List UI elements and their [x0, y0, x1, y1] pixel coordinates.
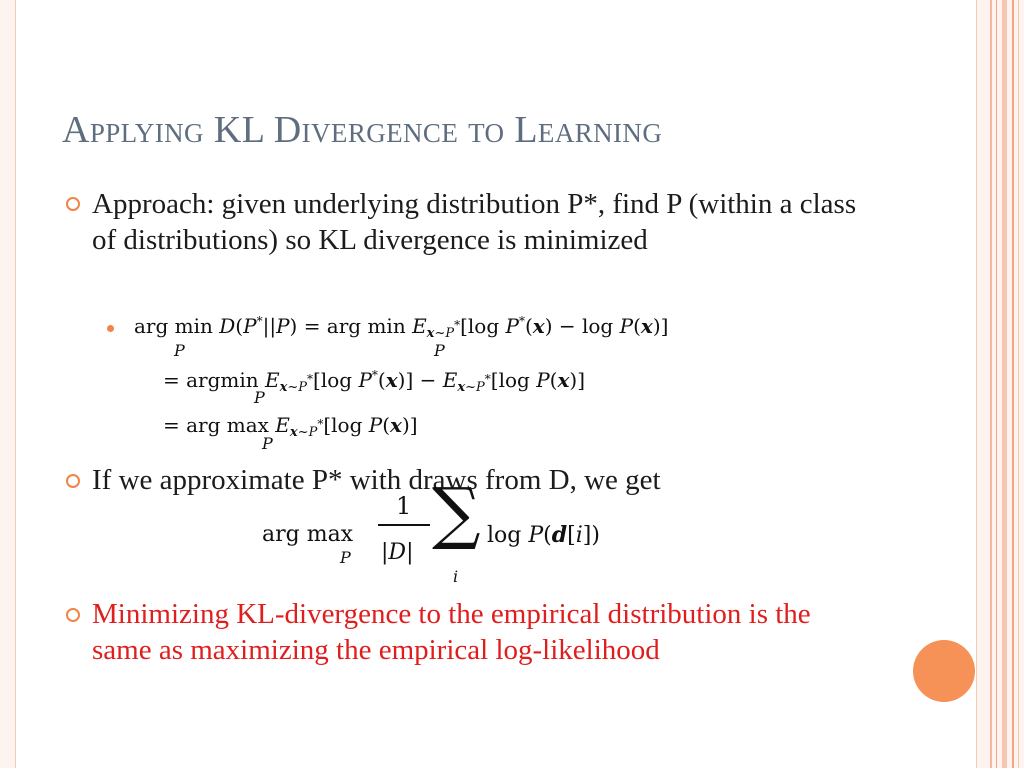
argmax-subscript: P [340, 548, 351, 567]
fraction-bar [378, 524, 430, 526]
slide-title: Applying KL Divergence to Learning [62, 109, 663, 151]
equation-line-3: = arg $\max E_{x\sim P^*}[\log$ P(x)] [163, 413, 418, 440]
fraction-denominator: |D| [381, 540, 414, 565]
bullet-marker-icon [66, 197, 80, 211]
decorative-stripe [1018, 0, 1019, 768]
equation-line-2: = argmin $E_{x\sim P^*}[\log$ $P^*(x)] - E_{x\sim P^*}[\log$ P(x)] [163, 368, 586, 395]
decorative-circle [913, 640, 975, 702]
argmax-subscript: P [262, 434, 273, 453]
argmin-subscript: P [434, 341, 445, 360]
fraction-numerator: 1 [396, 492, 412, 520]
bullet-marker-icon [66, 608, 80, 622]
bullet-approximation: If we approximate P* with draws from D, we get [92, 464, 661, 496]
sub-bullet-marker-icon [107, 325, 114, 332]
bullet-approach: Approach: given underlying distribution P*, find P (within a class of distributions) so KL divergence is minimized [92, 188, 857, 256]
display-equation-log-term: log P(d[i]) [487, 522, 600, 548]
decorative-stripe [1012, 0, 1014, 768]
bullet-marker-icon [66, 474, 80, 488]
decorative-stripe [1002, 0, 1007, 768]
summation-icon: ∑ [432, 474, 481, 553]
argmin-subscript: P [254, 388, 265, 407]
display-equation-argmax: arg max [262, 522, 354, 547]
argmin-subscript: P [174, 341, 185, 360]
decorative-stripe [996, 0, 997, 768]
equation-line-1: arg min D(P*||P) = arg $\min E_{x\sim P^*}[\log$ P*(x) − log P(x)] [134, 314, 669, 341]
sum-index: i [453, 567, 459, 586]
decorative-stripe [990, 0, 992, 768]
bullet-conclusion: Minimizing KL-divergence to the empirical distribution is the same as maximizing the empirical log-likelihood [92, 598, 811, 666]
